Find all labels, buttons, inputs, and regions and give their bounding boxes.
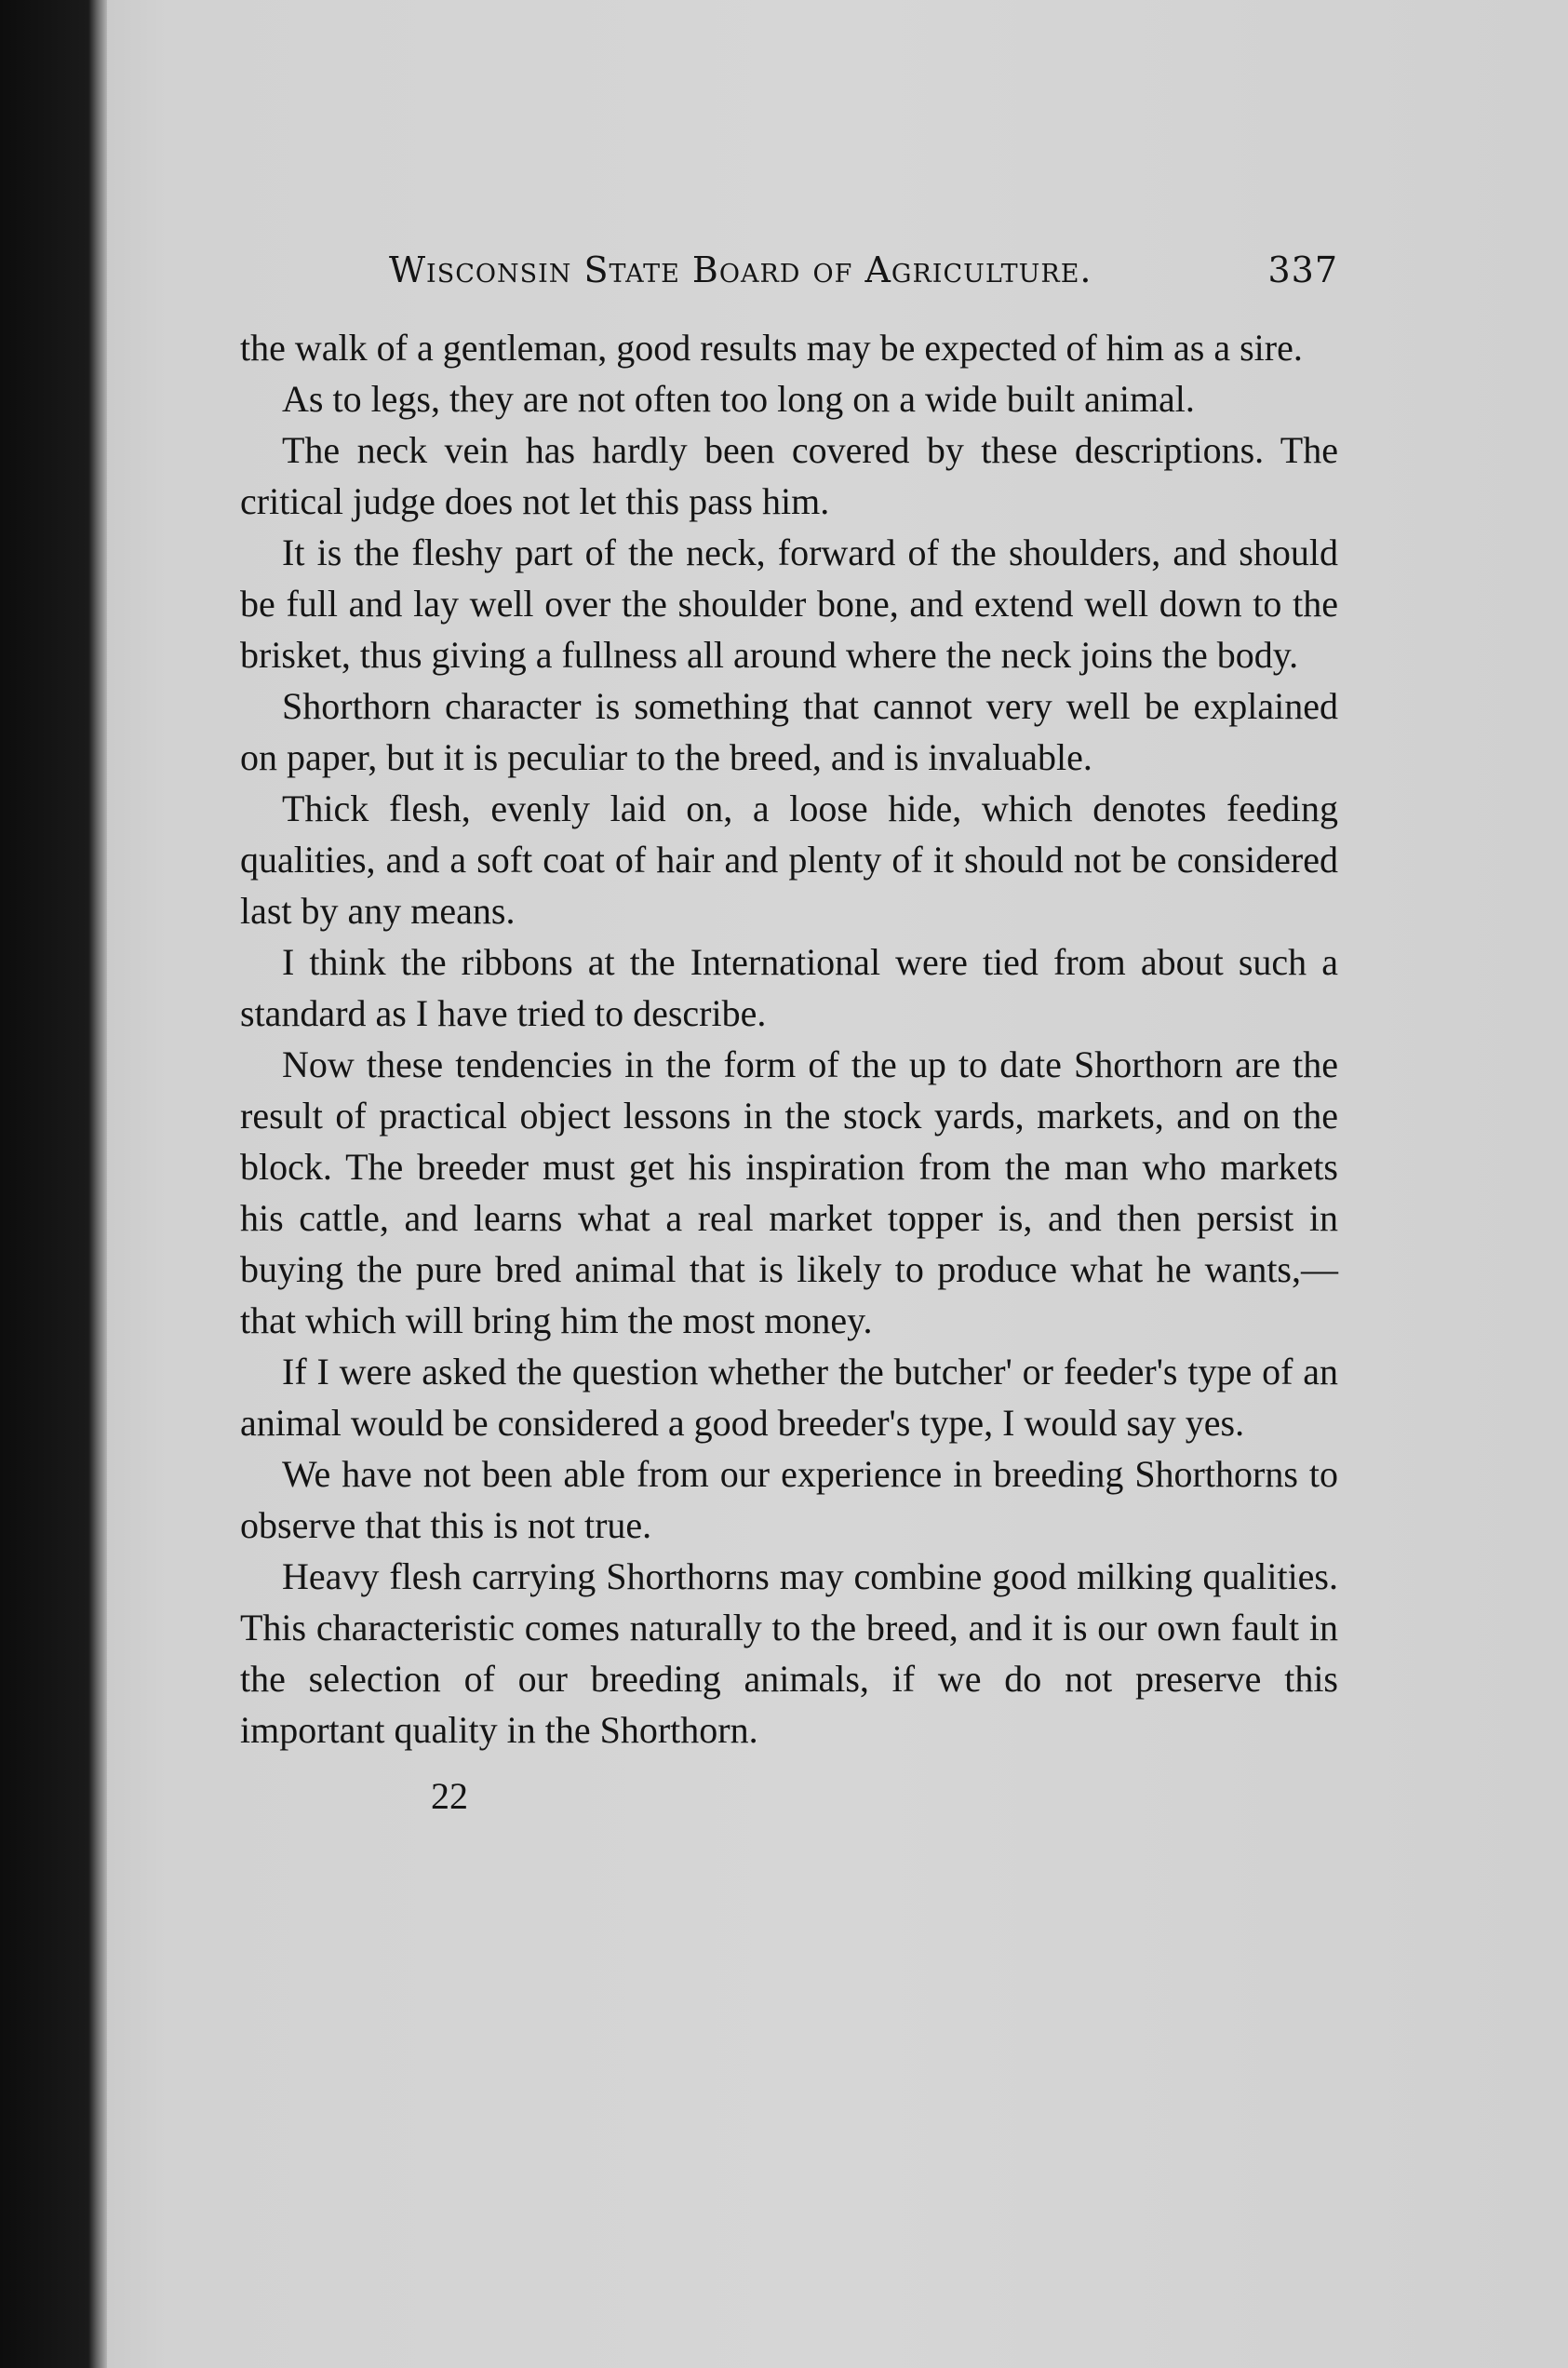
book-binding-edge [0, 0, 107, 2368]
paragraph: The neck vein has hardly been covered by these descriptions. The critical judge does not let this pass him. [240, 429, 1338, 522]
printer-signature-mark: 22 [431, 1775, 468, 1817]
paragraph: We have not been able from our experience in breeding Shorthorns to observe that this is not true. [240, 1453, 1338, 1546]
paragraph: It is the fleshy part of the neck, forward of the shoulders, and should be full and lay well over the shoulder bone, and extend well down to the brisket, thus giving a fullness all around where the neck joins the body. [240, 531, 1338, 676]
text-block [240, 249, 1338, 1818]
paragraph: I think the ribbons at the International were tied from about such a standard as I have tried to describe. [240, 941, 1338, 1034]
paragraph: Heavy flesh carrying Shorthorns may combine good milking qualities. This characteristic comes naturally to the breed, and it is our own fault in the selection of our breeding animals, if we do not preserve this important quality in the Shorthorn. [240, 1555, 1338, 1751]
paragraph: Now these tendencies in the form of the up to date Shorthorn are the result of practical object lessons in the stock yards, markets, and on the block. The breeder must get his inspiration from the man who markets his cattle, and learns what a real market topper is, and then persist in buying the pure bred animal that is likely to produce what he wants,—that which will bring him the most money. [240, 1043, 1338, 1341]
page-number: 337 [1267, 249, 1338, 290]
header-title: Wisconsin State Board of Agriculture. [389, 249, 1092, 290]
paragraph-continued: the walk of a gentleman, good results may be expected of him as a sire. [240, 327, 1303, 369]
paragraph: Shorthorn character is something that cannot very well be explained on paper, but it is peculiar to the breed, and is invaluable. [240, 685, 1338, 778]
paragraph: Thick flesh, evenly laid on, a loose hide, which denotes feeding qualities, and a soft coat of hair and plenty of it should not be considered last by any means. [240, 787, 1338, 932]
running-header [389, 249, 1338, 290]
paragraph: As to legs, they are not often too long on a wide built animal. [282, 378, 1195, 420]
paragraph: If I were asked the question whether the butcher' or feeder's type of an animal would be considered a good breeder's type, I would say yes. [240, 1351, 1338, 1444]
